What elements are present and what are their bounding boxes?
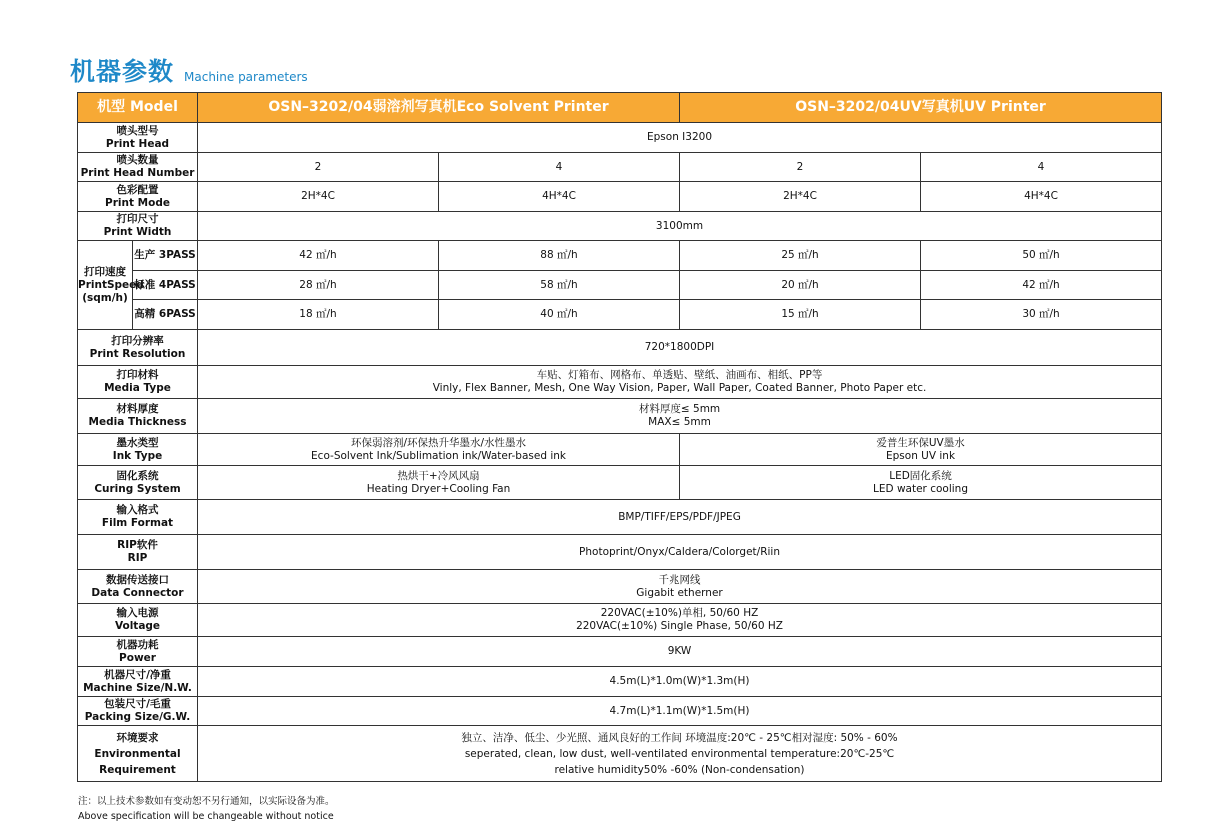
row-label: 打印材料 Media Type bbox=[78, 366, 198, 399]
row-label: 喷头数量 Print Head Number bbox=[78, 153, 198, 182]
row-label: 机器功耗 Power bbox=[78, 637, 198, 667]
title-cn: 机器参数 bbox=[70, 57, 175, 86]
row-label: 环境要求 Environmental Requirement bbox=[78, 726, 198, 782]
eco-ink-value: 环保弱溶剂/环保热升华墨水/水性墨水 Eco-Solvent Ink/Sublimation ink/Water-based ink bbox=[198, 434, 680, 466]
uv-model: OSN–3202/04UV写真机UV Printer bbox=[680, 93, 1162, 123]
row-label: 机器尺寸/净重 Machine Size/N.W. bbox=[78, 667, 198, 697]
table-row bbox=[78, 153, 1162, 182]
pass-label: 生产 3PASS bbox=[133, 241, 198, 271]
row-label: 固化系统 Curing System bbox=[78, 466, 198, 500]
power-value: 9KW bbox=[198, 637, 1162, 667]
print-width-value: 3100mm bbox=[198, 212, 1162, 241]
table-cell: 20 ㎡/h bbox=[680, 271, 921, 300]
machine-size-value: 4.5m(L)*1.0m(W)*1.3m(H) bbox=[198, 667, 1162, 697]
table-cell: 4 bbox=[439, 153, 680, 182]
rip-value: Photoprint/Onyx/Caldera/Colorget/Riin bbox=[198, 535, 1162, 570]
table-row bbox=[78, 123, 1162, 153]
footnote-cn: 注：以上技术参数如有变动恕不另行通知，以实际设备为准。 bbox=[78, 796, 335, 807]
table-cell: 4H*4C bbox=[439, 182, 680, 212]
table-row bbox=[78, 726, 1162, 782]
table-cell: 2 bbox=[680, 153, 921, 182]
row-label: RIP软件 RIP bbox=[78, 535, 198, 570]
table-cell: 88 ㎡/h bbox=[439, 241, 680, 271]
table-cell: 40 ㎡/h bbox=[439, 300, 680, 330]
header-row bbox=[78, 93, 1162, 123]
table-row bbox=[78, 271, 1162, 300]
table-cell: 2H*4C bbox=[680, 182, 921, 212]
eco-model: OSN–3202/04弱溶剂写真机Eco Solvent Printer bbox=[198, 93, 680, 123]
uv-curing-value: LED固化系统 LED water cooling bbox=[680, 466, 1162, 500]
eco-curing-value: 热烘干+冷风风扇 Heating Dryer+Cooling Fan bbox=[198, 466, 680, 500]
table-row bbox=[78, 241, 1162, 271]
table-row bbox=[78, 570, 1162, 604]
film-format-value: BMP/TIFF/EPS/PDF/JPEG bbox=[198, 500, 1162, 535]
table-row bbox=[78, 637, 1162, 667]
table-row bbox=[78, 466, 1162, 500]
row-label: 墨水类型 Ink Type bbox=[78, 434, 198, 466]
row-label: 喷头型号 Print Head bbox=[78, 123, 198, 153]
table-cell: 2H*4C bbox=[198, 182, 439, 212]
title-en: Machine parameters bbox=[184, 70, 308, 84]
resolution-value: 720*1800DPI bbox=[198, 330, 1162, 366]
table-cell: 15 ㎡/h bbox=[680, 300, 921, 330]
table-row bbox=[78, 604, 1162, 637]
table-cell: 28 ㎡/h bbox=[198, 271, 439, 300]
table-row bbox=[78, 667, 1162, 697]
row-label: 打印分辨率 Print Resolution bbox=[78, 330, 198, 366]
table-cell: 50 ㎡/h bbox=[921, 241, 1162, 271]
spec-table bbox=[77, 92, 1162, 782]
table-cell: 42 ㎡/h bbox=[921, 271, 1162, 300]
table-cell: 58 ㎡/h bbox=[439, 271, 680, 300]
data-connector-value: 千兆网线 Gigabit etherner bbox=[198, 570, 1162, 604]
footnote bbox=[78, 794, 335, 824]
table-row bbox=[78, 500, 1162, 535]
row-label: 输入格式 Film Format bbox=[78, 500, 198, 535]
page-title bbox=[70, 56, 308, 88]
pass-label: 高精 6PASS bbox=[133, 300, 198, 330]
table-cell: 2 bbox=[198, 153, 439, 182]
media-thickness-value: 材料厚度≤ 5mm MAX≤ 5mm bbox=[198, 399, 1162, 434]
table-row bbox=[78, 399, 1162, 434]
table-cell: 42 ㎡/h bbox=[198, 241, 439, 271]
table-cell: 30 ㎡/h bbox=[921, 300, 1162, 330]
table-row bbox=[78, 300, 1162, 330]
table-row bbox=[78, 697, 1162, 726]
table-row bbox=[78, 330, 1162, 366]
row-label: 包装尺寸/毛重 Packing Size/G.W. bbox=[78, 697, 198, 726]
row-label: 输入电源 Voltage bbox=[78, 604, 198, 637]
environment-value: 独立、洁净、低尘、少光照、通风良好的工作间 环境温度:20℃ - 25℃相对湿度: 50% - 60% seperated, clean, low dust, well-ventilated environmental temperature:20℃-25℃ relative humidity50% -60% (Non-condensation) bbox=[198, 726, 1162, 782]
row-label: 材料厚度 Media Thickness bbox=[78, 399, 198, 434]
row-label: 数据传送接口 Data Connector bbox=[78, 570, 198, 604]
table-cell: 25 ㎡/h bbox=[680, 241, 921, 271]
uv-ink-value: 爱普生环保UV墨水 Epson UV ink bbox=[680, 434, 1162, 466]
table-cell: 18 ㎡/h bbox=[198, 300, 439, 330]
model-label: 机型 Model bbox=[78, 93, 198, 123]
table-row bbox=[78, 182, 1162, 212]
row-label: 打印尺寸 Print Width bbox=[78, 212, 198, 241]
table-row bbox=[78, 212, 1162, 241]
row-label: 色彩配置 Print Mode bbox=[78, 182, 198, 212]
print-speed-label: 打印速度 PrintSpeed (sqm/h) bbox=[78, 241, 133, 330]
voltage-value: 220VAC(±10%)单相, 50/60 HZ 220VAC(±10%) Single Phase, 50/60 HZ bbox=[198, 604, 1162, 637]
footnote-en: Above specification will be changeable without notice bbox=[78, 811, 334, 822]
packing-size-value: 4.7m(L)*1.1m(W)*1.5m(H) bbox=[198, 697, 1162, 726]
table-row bbox=[78, 366, 1162, 399]
table-row bbox=[78, 434, 1162, 466]
print-head-value: Epson I3200 bbox=[198, 123, 1162, 153]
table-row bbox=[78, 535, 1162, 570]
pass-label: 标准 4PASS bbox=[133, 271, 198, 300]
table-cell: 4 bbox=[921, 153, 1162, 182]
table-cell: 4H*4C bbox=[921, 182, 1162, 212]
media-type-value: 车贴、灯箱布、网格布、单透贴、壁纸、油画布、相纸、PP等 Vinly, Flex Banner, Mesh, One Way Vision, Paper, Wall Paper, Coated Banner, Photo Paper etc. bbox=[198, 366, 1162, 399]
